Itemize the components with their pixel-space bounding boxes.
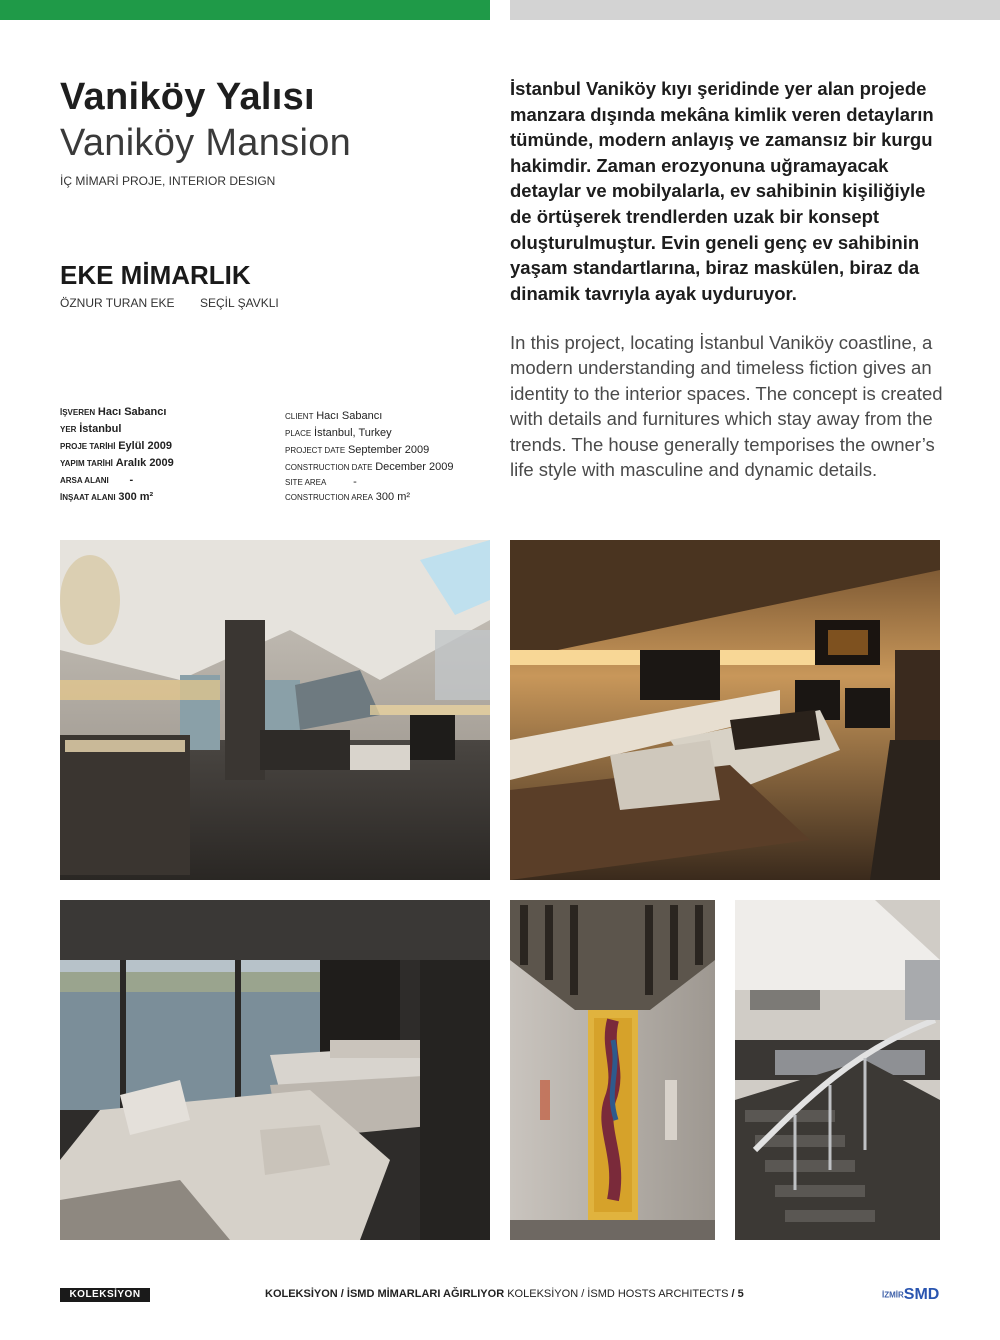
meta-en-block xyxy=(285,408,453,506)
footer-caption-tr: KOLEKSİYON / İSMD MİMARLARI AĞIRLIYOR xyxy=(265,1288,505,1300)
firm-name: EKE MİMARLIK xyxy=(60,260,251,290)
header-bar-green xyxy=(0,0,490,20)
footer-izmir-smd-logo: İZMİRSMD xyxy=(882,1286,940,1303)
meta-en-row: CONSTRUCTION DATE December 2009 xyxy=(285,461,454,473)
photo-hallway-art xyxy=(510,900,715,1240)
meta-tr-row: YER İstanbul xyxy=(60,423,122,435)
photo-staircase xyxy=(735,900,940,1240)
header-bar-gray xyxy=(510,0,1000,20)
page-number: / 5 xyxy=(731,1288,744,1300)
footer-caption-en: KOLEKSİYON / İSMD HOSTS ARCHITECTS xyxy=(507,1288,729,1300)
footer-koleksiyon-logo: KOLEKSİYON xyxy=(60,1288,150,1302)
meta-en-row: PROJECT DATE September 2009 xyxy=(285,444,430,456)
meta-tr-row: PROJE TARİHİ Eylül 2009 xyxy=(60,440,173,452)
photo-bedroom-sea-view xyxy=(60,900,490,1240)
project-subtitle: İÇ MİMARİ PROJE, INTERIOR DESIGN xyxy=(60,174,276,188)
footer-caption xyxy=(265,1288,744,1300)
meta-tr-row: YAPIM TARİHİ Aralık 2009 xyxy=(60,457,174,469)
meta-en-row: SITE AREA - xyxy=(285,476,357,488)
project-title-en: Vaniköy Mansion xyxy=(60,122,352,164)
photo-living-room xyxy=(510,540,940,880)
project-title-tr: Vaniköy Yalısı xyxy=(60,76,315,118)
photo-attic-lounge xyxy=(60,540,490,880)
meta-tr-row: İŞVEREN Hacı Sabancı xyxy=(60,406,167,418)
meta-tr-row: İNŞAAT ALANI 300 m² xyxy=(60,491,154,503)
meta-tr-block xyxy=(60,404,174,506)
meta-en-row: CONSTRUCTION AREA 300 m² xyxy=(285,491,411,503)
firm-person-1: ÖZNUR TURAN EKE xyxy=(60,296,175,310)
meta-en-row: PLACE İstanbul, Turkey xyxy=(285,427,392,439)
description-tr: İstanbul Vaniköy kıyı şeridinde yer alan projede manzara dışında mekâna kimlik veren detayların tümünde, modern anlayış ve zamansız bir kurgu hakimdir. Zaman erozyonuna uğramayacak detaylar ve mobilyalarla, ev sahibinin kişiliğiyle de örtüşerek trendlerden uzak bir konsept oluşturulmuştur. Evin geneli genç ev sahibinin yaşam standartlarına, biraz maskülen, biraz da dinamik tavrıyla ayak uyduruyor. xyxy=(510,78,934,304)
description-en: In this project, locating İstanbul Vaniköy coastline, a modern understanding and timeless fiction gives an identity to the interior spaces. The concept is created with details and furnitures which stay away from the trends. The house generally temporises the owner’s life style with masculine and dynamic details. xyxy=(510,332,943,481)
meta-en-row: CLIENT Hacı Sabancı xyxy=(285,410,383,422)
meta-tr-row: ARSA ALANI - xyxy=(60,474,134,486)
firm-person-2: SEÇİL ŞAVKLI xyxy=(200,296,279,310)
